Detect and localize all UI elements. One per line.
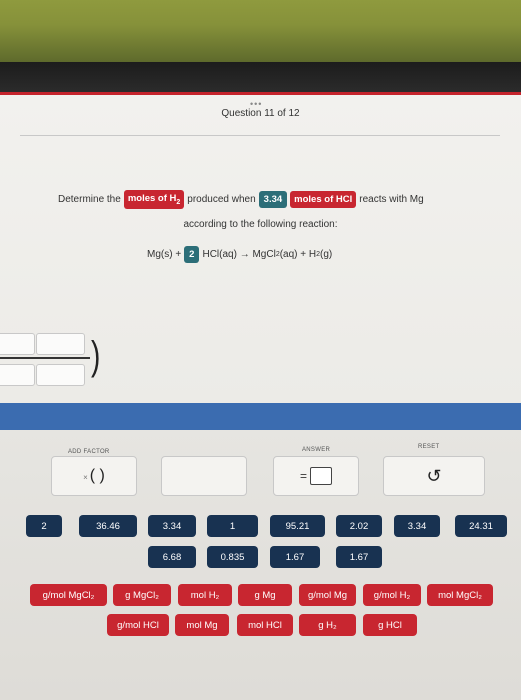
reset-button[interactable] [383,456,485,496]
tile-unit[interactable]: g/mol MgCl₂ [30,584,107,606]
tile-number[interactable]: 3.34 [148,515,196,537]
tile-number[interactable]: 6.68 [148,546,196,568]
close-paren: ) [90,334,101,378]
tile-unit[interactable]: mol MgCl₂ [427,584,493,606]
tile-unit[interactable]: mol HCl [237,614,293,636]
denominator-slot[interactable] [0,364,35,386]
browser-dark-bar [0,62,521,92]
times-icon: × [83,473,88,482]
add-factor-label: ADD FACTOR [68,449,110,455]
background-photo-top [0,0,521,62]
tile-number[interactable]: 2 [26,515,62,537]
problem-text: reacts with Mg [359,193,424,205]
equals-sign: = [299,469,307,483]
problem-text: Determine the [58,193,121,205]
tile-unit[interactable]: g/mol H₂ [363,584,421,606]
denominator-slot[interactable] [36,364,85,386]
problem-text: produced when [187,193,256,205]
tile-unit[interactable]: g/mol HCl [107,614,169,636]
divider [20,135,500,136]
highlight-coefficient: 2 [184,246,199,263]
numerator-slot[interactable] [0,333,35,355]
tile-unit[interactable]: g HCl [363,614,417,636]
tile-number[interactable]: 1 [207,515,258,537]
tile-number[interactable]: 1.67 [336,546,382,568]
problem-line-1 [58,190,424,209]
empty-slot[interactable] [161,456,247,496]
highlight-moles-hcl: moles of HCl [290,191,356,208]
more-dots-icon[interactable]: ••• [250,99,263,109]
answer-field[interactable] [273,456,359,496]
tile-unit[interactable]: g Mg [238,584,292,606]
tile-number[interactable]: 36.46 [79,515,137,537]
tile-unit[interactable]: g/mol Mg [299,584,356,606]
add-factor-button[interactable]: × ( ) [51,456,137,496]
tile-number[interactable]: 2.02 [336,515,382,537]
tile-number[interactable]: 3.34 [394,515,440,537]
tile-unit[interactable]: g MgCl₂ [113,584,171,606]
answer-input[interactable] [310,467,332,485]
tile-unit[interactable]: g H₂ [299,614,356,636]
divider-band [0,403,521,430]
tile-unit[interactable]: mol Mg [175,614,229,636]
tile-number[interactable]: 0.835 [207,546,258,568]
problem-line-2: according to the following reaction: [183,219,338,230]
reset-label: RESET [418,444,440,450]
tile-number[interactable]: 1.67 [270,546,320,568]
reaction-equation: Mg(s) + 2 HCl(aq) → MgCl 2 (aq) + H 2 (g) [147,246,332,263]
fraction-bar [0,357,90,359]
highlight-quantity: 3.34 [259,191,288,208]
tile-number[interactable]: 24.31 [455,515,507,537]
reset-icon: ↺ [426,465,442,486]
numerator-slot[interactable] [36,333,85,355]
highlight-moles-h2: moles of $H_2$ [124,190,184,209]
tile-unit[interactable]: mol H₂ [178,584,232,606]
answer-label: ANSWER [302,447,331,453]
question-counter: Question 11 of 12 [221,108,300,119]
tile-number[interactable]: 95.21 [270,515,325,537]
